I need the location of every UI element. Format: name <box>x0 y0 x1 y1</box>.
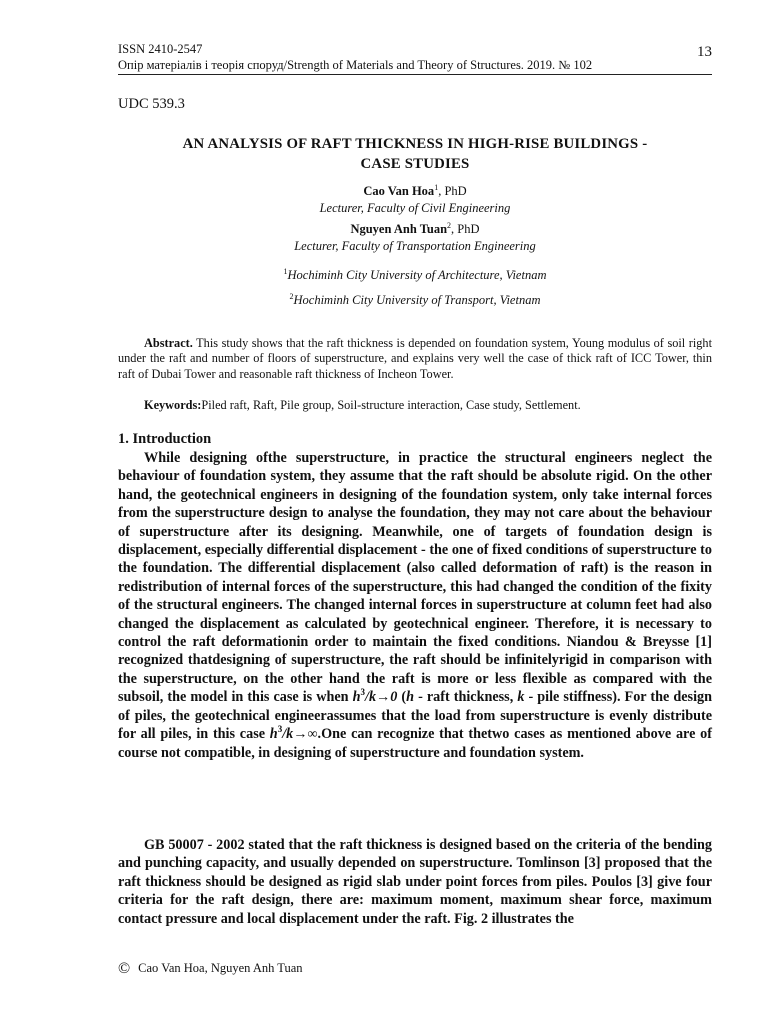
formula-1-base: h <box>352 689 361 706</box>
para1-text-c: - raft thickness, <box>414 689 518 706</box>
para1-text-a: While designing ofthe superstructure, in practice the structural engineers neglect the behaviour of foundation system, they assume that the raft should be absolute rigid. On the other hand, the geotechnical engineers in designing of the foundation system, only take internal forces from the superstructure design to analyse the foundation, they may not care about the behaviour of superstructure after its designing. Meanwhile, one of targets of foundation design is displacement, especially differential displacement - the one of fixed conditions of superstructure to the foundation. The differential displacement (also called deformation of raft) is the reason in redistribution of internal forces of the superstructure, this had changed the condition of the fixity of the structural engineers. The changed internal forces in superstructure at column feet had also changed the displacement as calculated by geotechnical engineer. Therefore, it is necessary to control the raft deformationin order to maintain the fixed conditions. Niandou & Breysse [1] recognized thatdesigning of superstructure, the raft should be infinitelyrigid in comparison with the superstructure, on the other hand the raft is more or less flexible as compared with the subsoil, the model in this case is when <box>118 450 712 706</box>
para1-text-b: ( <box>397 689 407 706</box>
formula-2-rest: /k→∞ <box>282 726 318 743</box>
author-2-degree: , PhD <box>451 222 480 236</box>
intro-paragraph-2: GB 50007 - 2002 stated that the raft thickness is designed based on the criteria of the bending and punching capacity, and usually depended on superstructure. Tomlinson [3] proposed that the raft thickness should be designed as rigid slab under point forces from piles. Poulos [3] give four criteria for the raft design, there are: maximum moment, maximum shear force, maximum contact pressure and local displacement under the raft. Fig. 2 illustrates the <box>118 837 712 927</box>
title-line-2: CASE STUDIES <box>360 156 470 172</box>
abstract-label: Abstract. <box>144 336 193 350</box>
title-line-1: AN ANALYSIS OF RAFT THICKNESS IN HIGH-RISE BUILDINGS - <box>182 136 648 152</box>
formula-1-rest: /k→0 <box>365 689 398 706</box>
para1-text-d: - pile stiffness). For the design of piles, the geotechnical engineerassumes that the load from superstructure is evenly distribute for all piles, in this case <box>118 689 712 743</box>
para1-text-e: .One can recognize that thetwo cases as mentioned above are of course not compatible, in designing of superstructure and foundation system. <box>118 726 712 761</box>
affiliation-2 <box>118 293 712 308</box>
section-title: 1. Introduction <box>118 431 212 447</box>
udc-code: UDC 539.3 <box>118 96 185 112</box>
abstract <box>118 336 712 382</box>
author-1 <box>118 184 712 199</box>
keywords <box>144 398 712 413</box>
affiliation-1-text: Hochiminh City University of Architecture, Vietnam <box>287 268 547 282</box>
affiliation-2-sup: 2 <box>289 292 294 301</box>
affiliation-1 <box>118 268 712 283</box>
author-2-position: Lecturer, Faculty of Transportation Engineering <box>294 239 536 253</box>
symbol-h: h <box>406 689 415 706</box>
copyright-footer <box>118 960 303 978</box>
copyright-icon: © <box>118 960 131 977</box>
footer-authors: Cao Van Hoa, Nguyen Anh Tuan <box>138 961 303 975</box>
keywords-text: Piled raft, Raft, Pile group, Soil-structure interaction, Case study, Settlement. <box>201 398 581 412</box>
author-1-sup: 1 <box>434 183 439 192</box>
journal-title: Опір матеріалів і теорія споруд/Strength of Materials and Theory of Structures. 2019. № 102 <box>118 58 593 72</box>
header-rule <box>118 74 712 75</box>
author-2-sup: 2 <box>447 221 452 230</box>
abstract-text: This study shows that the raft thickness is depended on foundation system, Young modulus of soil right under the raft and number of floors of superstructure, and explains very well the case of thick raft of ICC Tower, thin raft of Dubai Tower and reasonable raft thickness of Incheon Tower. <box>118 336 712 381</box>
formula-1-sup: 3 <box>360 687 366 698</box>
author-2 <box>118 222 712 237</box>
page-number: 13 <box>697 44 712 60</box>
keywords-label: Keywords: <box>144 398 202 412</box>
formula-2-base: h <box>269 726 278 743</box>
issn: ISSN 2410-2547 <box>118 42 203 56</box>
formula-2-sup: 3 <box>277 724 283 735</box>
affiliation-1-sup: 1 <box>283 267 288 276</box>
paper-title <box>118 134 712 174</box>
author-1-degree: , PhD <box>438 184 467 198</box>
author-1-position: Lecturer, Faculty of Civil Engineering <box>319 201 511 215</box>
author-1-name: Cao Van Hoa <box>363 184 435 198</box>
symbol-k: k <box>517 689 525 706</box>
intro-paragraph-1 <box>118 449 712 762</box>
author-2-name: Nguyen Anh Tuan <box>350 222 448 236</box>
affiliation-2-text: Hochiminh City University of Transport, Vietnam <box>293 293 541 307</box>
